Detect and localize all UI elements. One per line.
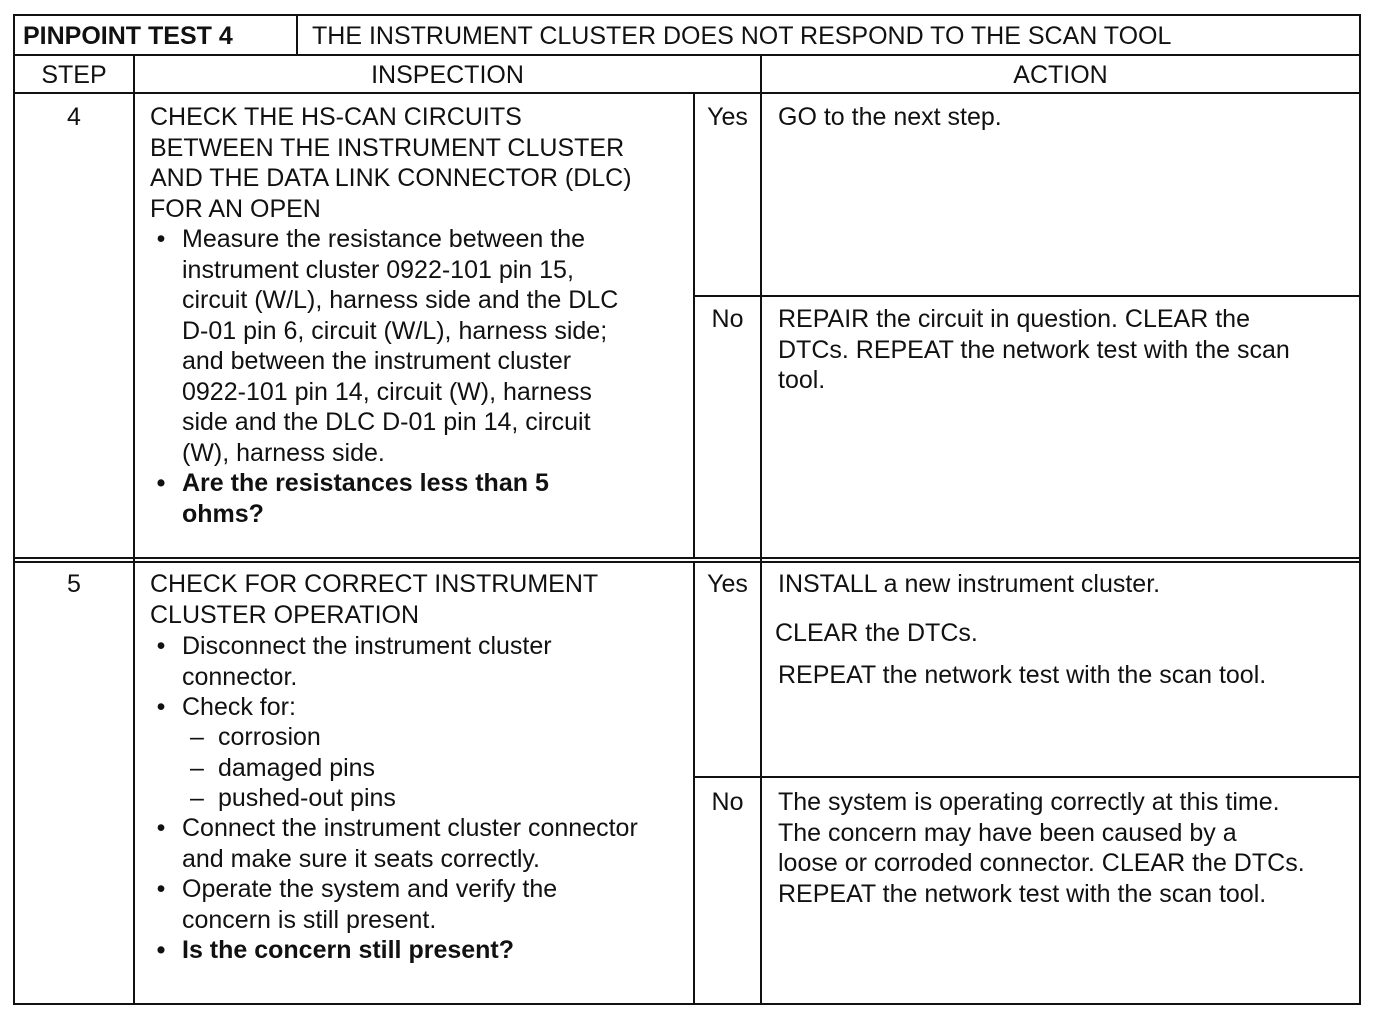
rule-step5-yes-no xyxy=(693,776,1361,778)
test-label: PINPOINT TEST 4 xyxy=(23,22,233,50)
rule-header-divider xyxy=(296,14,298,56)
rule-step5-top xyxy=(13,561,1361,563)
rule-right xyxy=(1359,14,1361,1005)
rule-bottom xyxy=(13,1003,1361,1005)
step4-no-label: No xyxy=(711,305,744,333)
dash-icon: – xyxy=(190,753,204,782)
rule-yesno-step5 xyxy=(693,561,695,1005)
rule-header-bottom xyxy=(13,54,1361,56)
step5-no-label: No xyxy=(711,788,744,816)
bullet-icon: • xyxy=(156,936,166,964)
bullet-icon: • xyxy=(156,632,166,660)
pinpoint-test-table: PINPOINT TEST 4 THE INSTRUMENT CLUSTER DOES NOT RESPOND TO THE SCAN TOOL STEP INSPECTION ACTION 4 CHECK THE HS-CAN CIRCUITS BETWEEN THE INSTRUMENT CLUSTER AND THE DATA LINK CONNECTOR (DLC) FOR AN OPEN • Measure the resistance between the instrument cluster 0922-101 pin 15, circuit (W/L), harness side and the DLC D-01 pin 6, circuit (W/L), harness side; and between the instrument cluster 0922-101 pin 14, circuit (W), harness side and the DLC D-01 pin 14, circuit (W), harness side. • Are the resistances less than 5 ohms? Yes GO to the next step. No REPAIR the circuit in question. CLEAR the DTCs. REPEAT the network test with the scan tool. 5 CHECK FOR CORRECT INSTRUMENT CLUSTER OPERATION • Disconnect the instrument cluster connector. • Check for: – corrosion – damaged pins – pushed-out pins • Connect the instrument cluster connector and make sure it seats correctly. • Operate the system and verify the concern is still present. • Is the concern still present? Yes INSTALL a new instrument cluster. CLEAR the DTCs. REPEAT the network test with the scan tool. No The system is operating correctly at this time. The concern may have been caused by a loose or corroded connector. CLEAR the DTCs. REPEAT the network test with the scan tool. xyxy=(0,0,1392,1022)
rule-step4-bottom xyxy=(13,557,1361,559)
bullet-icon: • xyxy=(156,875,166,903)
bullet-icon: • xyxy=(156,225,166,253)
step-number: 4 xyxy=(67,103,81,131)
rule-left xyxy=(13,14,15,1005)
step-number: 5 xyxy=(67,570,81,598)
column-action: ACTION xyxy=(1013,61,1108,89)
rule-step-col xyxy=(133,54,135,1005)
step4-yes-label: Yes xyxy=(707,103,748,131)
dash-icon: – xyxy=(190,723,204,751)
rule-columns-bottom xyxy=(13,92,1361,94)
dash-icon: – xyxy=(190,784,204,812)
rule-top xyxy=(13,14,1361,16)
rule-inspection-col xyxy=(760,54,762,1005)
rule-step4-yes-no xyxy=(693,295,1361,297)
column-inspection: INSPECTION xyxy=(371,61,524,89)
step5-yes-label: Yes xyxy=(707,570,748,598)
bullet-icon: • xyxy=(156,693,166,721)
step4-yes-action: GO to the next step. xyxy=(778,103,1002,131)
bullet-icon: • xyxy=(156,469,166,497)
column-step: STEP xyxy=(41,61,107,89)
bullet-icon: • xyxy=(156,814,166,842)
test-title: THE INSTRUMENT CLUSTER DOES NOT RESPOND TO THE SCAN TOOL xyxy=(312,22,1172,50)
